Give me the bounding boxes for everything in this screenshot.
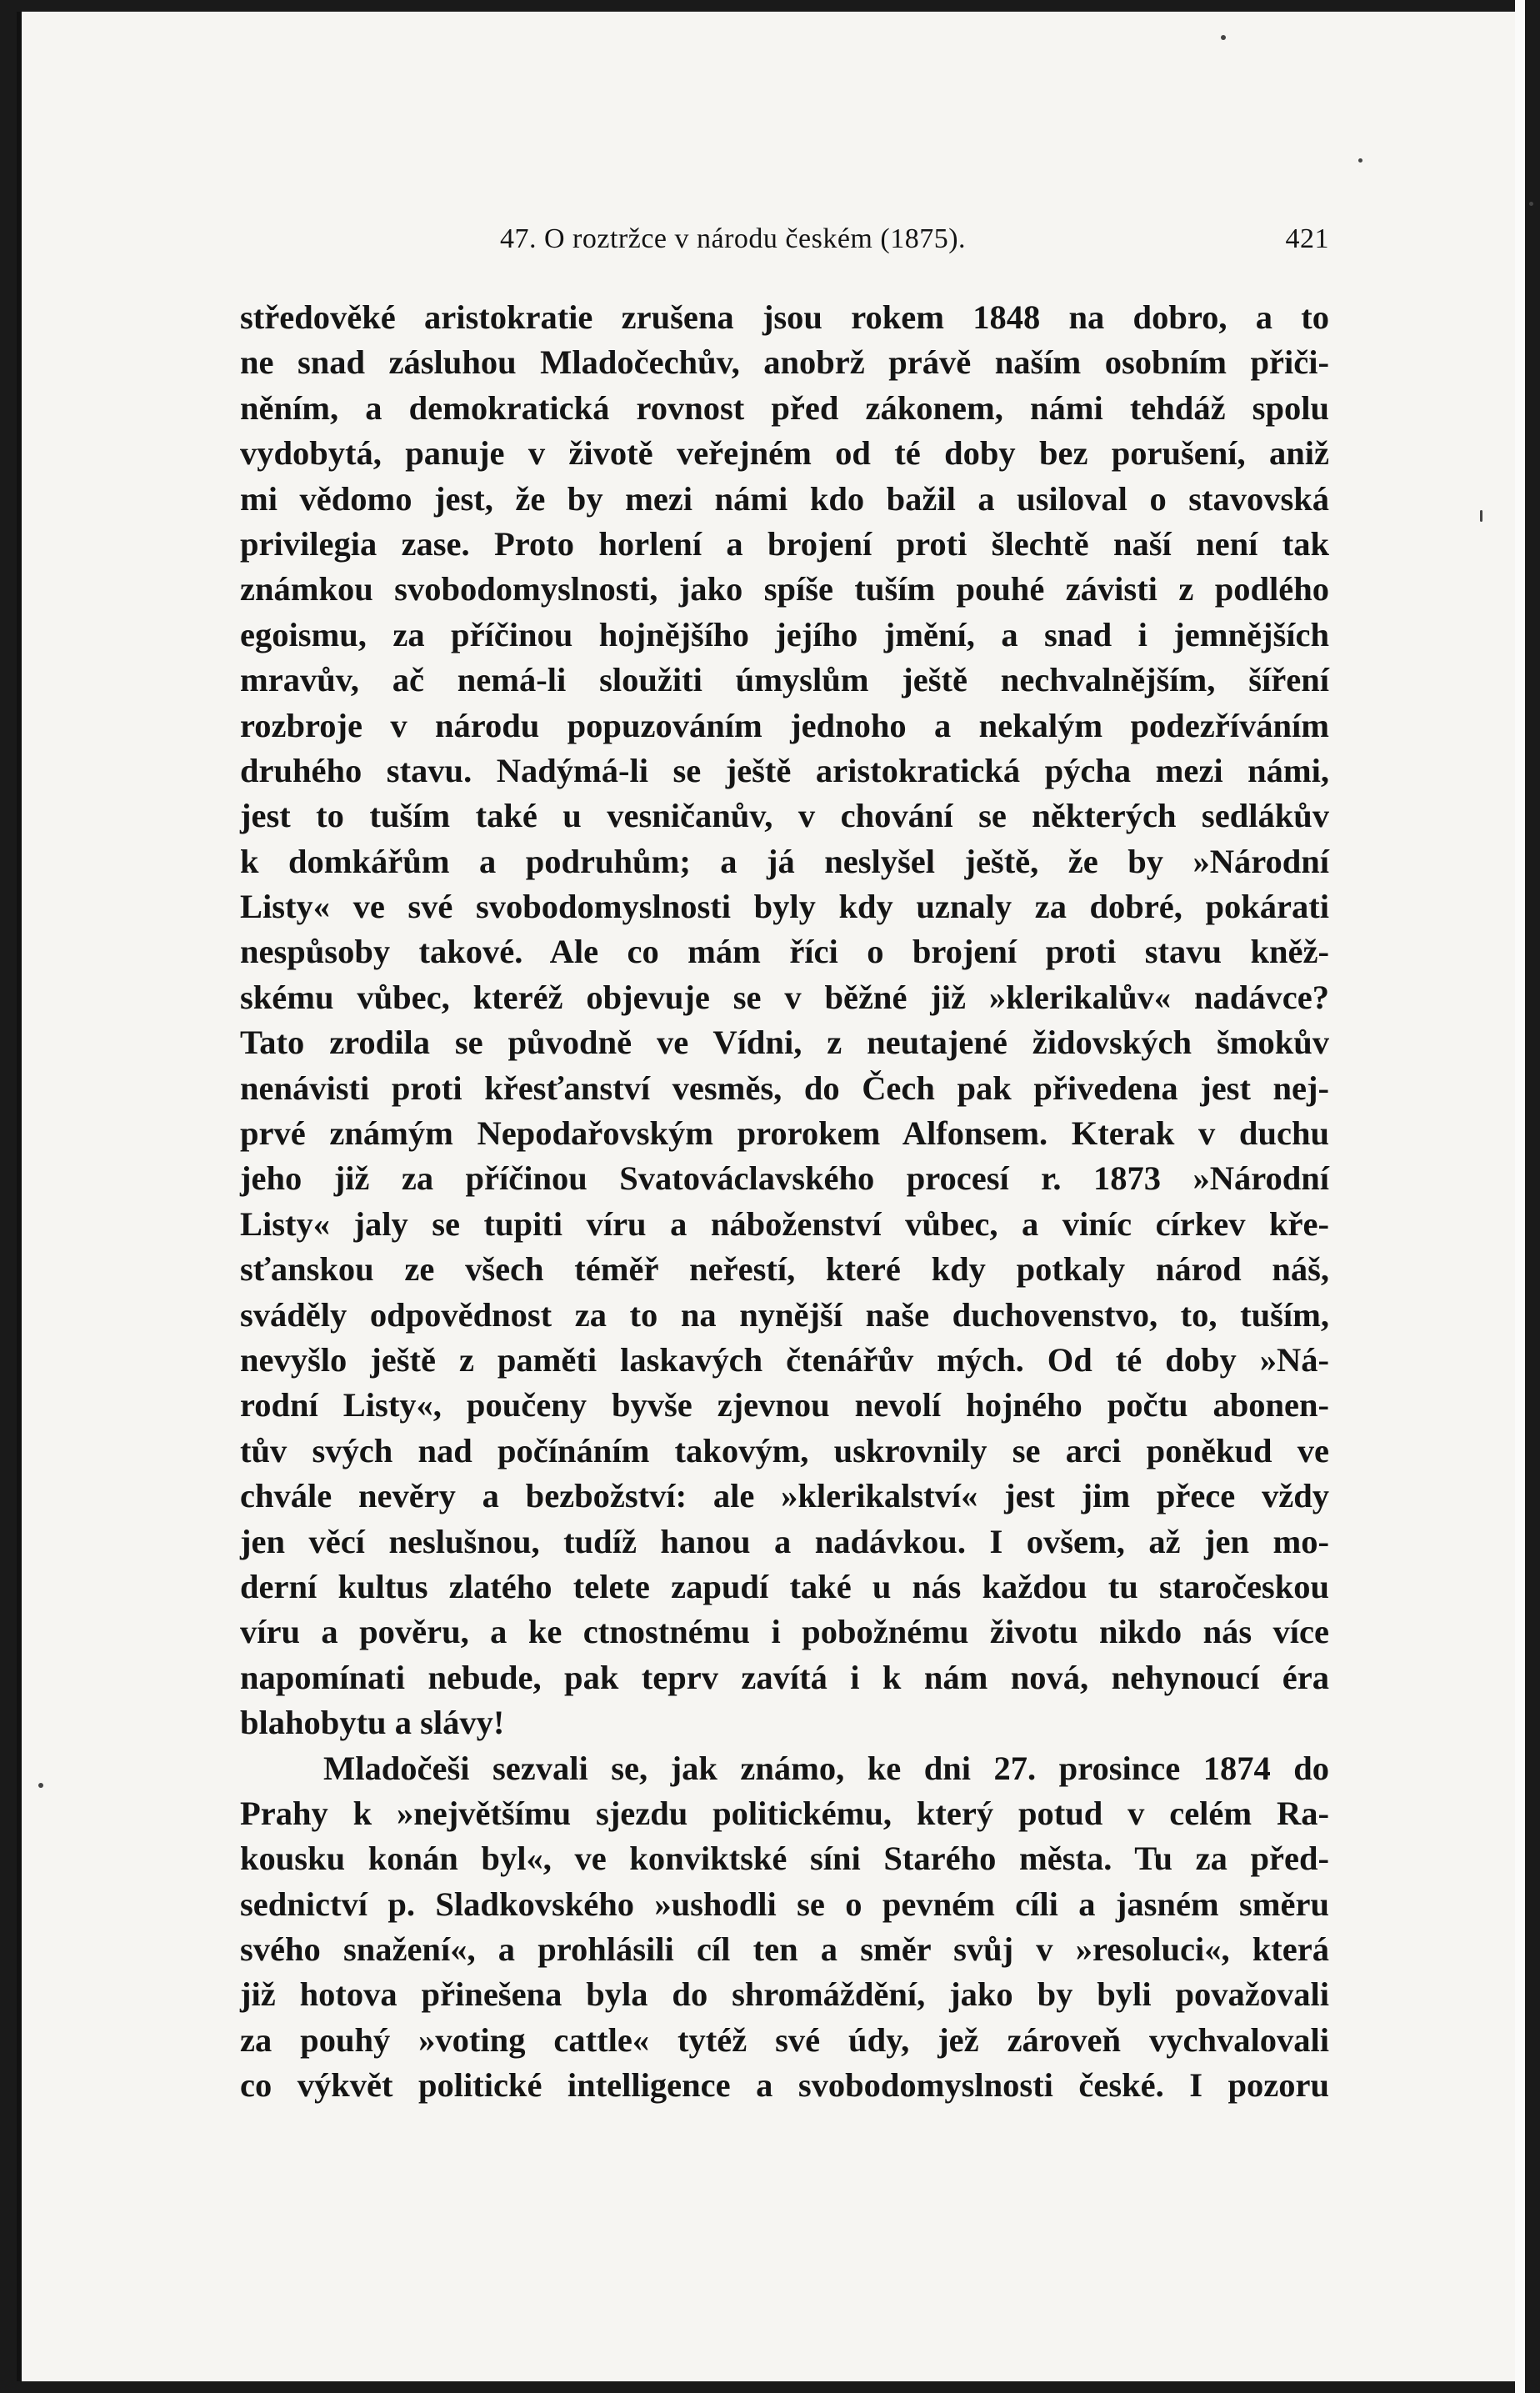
text-line: Listy« ve své svobodomyslnosti byly kdy uznaly za dobré, pokárati	[240, 888, 1329, 926]
text-line: vydobytá, panuje v životě veřejném od té doby bez porušení, aniž	[240, 434, 1329, 473]
text-line: jen věcí neslušnou, tudíž hanou a nadávkou. I ovšem, až jen mo-	[240, 1522, 1329, 1560]
text-line: známkou svobodomyslnosti, jako spíše tuším pouhé závisti z podlého	[240, 570, 1329, 608]
paragraph-end-line: blahobytu a slávy!	[240, 1704, 505, 1742]
page-number: 421	[1285, 223, 1329, 254]
text-line: mravův, ač nemá-li sloužiti úmyslům ještě nechvalnějším, šíření	[240, 661, 1329, 699]
text-line: nenávisti proti křesťanství vesměs, do Čech pak přivedena jest nej-	[240, 1069, 1329, 1107]
text-line: víru a pověru, a ke ctnostnému i pobožnému životu nikdo nás více	[240, 1613, 1329, 1651]
scan-speck	[1480, 510, 1482, 522]
text-line: Listy« jaly se tupiti víru a náboženství vůbec, a viníc církev kře-	[240, 1204, 1329, 1243]
scan-speck	[1358, 158, 1362, 163]
text-line: privilegia zase. Proto horlení a brojení proti šlechtě naší není tak	[240, 524, 1329, 563]
text-line: k domkářům a podruhům; a já neslyšel ještě, že by »Národní	[240, 842, 1329, 880]
text-line: druhého stavu. Nadýmá-li se ještě aristokratická pýcha mezi námi,	[240, 751, 1329, 789]
text-line: Prahy k »největšímu sjezdu politickému, který potud v celém Ra-	[240, 1794, 1329, 1832]
text-line: za pouhý »voting cattle« tytéž své údy, jež zároveň vychvalovali	[240, 2020, 1329, 2059]
running-header	[500, 223, 1329, 265]
scan-speck	[1529, 202, 1533, 206]
scanned-page	[17, 12, 1517, 2381]
text-line: kousku konán byl«, ve konviktské síni Starého města. Tu za před-	[240, 1840, 1329, 1878]
scan-speck	[1221, 35, 1226, 40]
text-line: napomínati nebude, pak teprv zavítá i k nám nová, nehynoucí éra	[240, 1658, 1329, 1696]
text-line: středověké aristokratie zrušena jsou rokem 1848 na dobro, a to	[240, 298, 1329, 336]
text-line: rodní Listy«, poučeny byvše zjevnou nevolí hojného počtu abonen-	[240, 1386, 1329, 1424]
text-line: sváděly odpovědnost za to na nynější naše duchovenstvo, to, tuším,	[240, 1295, 1329, 1334]
text-line: nevyšlo ještě z paměti laskavých čtenářův mých. Od té doby »Ná-	[240, 1340, 1329, 1379]
text-line: mi vědomo jest, že by mezi námi kdo bažil a usiloval o stavovská	[240, 479, 1329, 518]
page-edge	[1515, 0, 1525, 2393]
text-line: chvále nevěry a bezbožství: ale »klerikalství« jest jim přece vždy	[240, 1477, 1329, 1515]
text-line: Tato zrodila se původně ve Vídni, z neutajené židovských šmokův	[240, 1024, 1329, 1062]
body-text	[240, 295, 1329, 2109]
text-line: ne snad zásluhou Mladočechův, anobrž právě naším osobním přiči-	[240, 343, 1329, 382]
text-line: sednictví p. Sladkovského »ushodli se o pevném cíli a jasném směru	[240, 1885, 1329, 1923]
text-line: co výkvět politické intelligence a svobodomyslnosti české. I pozoru	[240, 2066, 1329, 2105]
text-line: svého snažení«, a prohlásili cíl ten a směr svůj v »resoluci«, která	[240, 1930, 1329, 1969]
text-line: egoismu, za příčinou hojnějšího jejího jmění, a snad i jemnějších	[240, 615, 1329, 653]
text-line: nespůsoby takové. Ale co mám říci o brojení proti stavu kněž-	[240, 933, 1329, 971]
text-line: již hotova přinešena byla do shromáždění, jako by byli považovali	[240, 1975, 1329, 2014]
paragraph-start-line: Mladočeši sezvali se, jak známo, ke dni 27. prosince 1874 do	[323, 1749, 1329, 1787]
text-line: tův svých nad počínáním takovým, uskrovnily se arci poněkud ve	[240, 1431, 1329, 1469]
text-line: skému vůbec, kteréž objevuje se v běžné již »klerikalův« nadávce?	[240, 978, 1329, 1016]
text-line: sťanskou ze všech téměř neřestí, které kdy potkaly národ náš,	[240, 1250, 1329, 1289]
text-line: rozbroje v národu popuzováním jednoho a nekalým podezříváním	[240, 706, 1329, 744]
text-line: jest to tuším také u vesničanův, v chování se některých sedlákův	[240, 797, 1329, 835]
scan-speck	[38, 1783, 43, 1788]
text-line: prvé známým Nepodařovským prorokem Alfonsem. Kterak v duchu	[240, 1114, 1329, 1153]
text-line: jeho již za příčinou Svatováclavského procesí r. 1873 »Národní	[240, 1159, 1329, 1198]
text-line: něním, a demokratická rovnost před zákonem, námi tehdáž spolu	[240, 388, 1329, 427]
running-title: 47. O roztržce v národu českém (1875).	[500, 223, 967, 254]
text-line: derní kultus zlatého telete zapudí také u nás každou tu staročeskou	[240, 1567, 1329, 1605]
